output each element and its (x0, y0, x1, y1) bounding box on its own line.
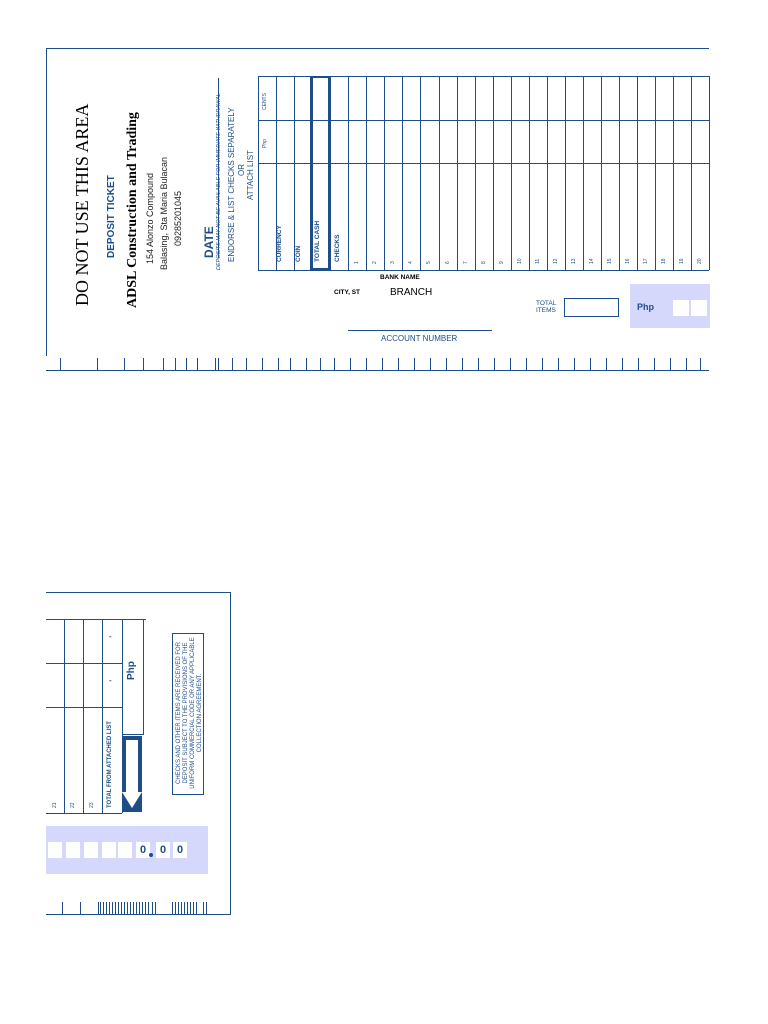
stub-grid-line (46, 813, 122, 814)
check-number: 15 (607, 258, 613, 264)
dash-value: - (109, 632, 112, 641)
micr-tick (136, 902, 137, 914)
micr-tick (172, 902, 173, 914)
micr-tick (606, 358, 607, 370)
check-number: 5 (426, 261, 432, 264)
micr-tick (193, 902, 194, 914)
micr-tick (478, 358, 479, 370)
micr-tick (574, 358, 575, 370)
micr-tick (103, 902, 104, 914)
check-number: 14 (589, 258, 595, 264)
micr-tick (97, 358, 98, 370)
check-number: 21 (52, 802, 58, 808)
micr-tick (163, 358, 164, 370)
grid-line (601, 76, 602, 270)
endorse-instruction: ENDORSE & LIST CHECKS SEPARATELY (227, 107, 236, 262)
micr-tick (152, 902, 153, 914)
availability-notice: DEPOSITS MAY NOT BE AVAILABLE FOR IMMEDIATE WITHDRAWAL (216, 93, 222, 270)
check-number: 12 (553, 258, 559, 264)
checks-label: CHECKS (334, 234, 341, 262)
check-number: 2 (372, 261, 378, 264)
amount-digit-box[interactable] (66, 842, 80, 858)
micr-tick (278, 358, 279, 370)
micr-tick (187, 902, 188, 914)
micr-tick (100, 902, 101, 914)
grid-line (457, 76, 458, 270)
date-label: DATE (202, 226, 216, 258)
micr-tick (175, 902, 176, 914)
check-number: 9 (499, 261, 505, 264)
micr-tick (246, 358, 247, 370)
micr-tick (175, 358, 176, 370)
grid-line (547, 76, 548, 270)
micr-tick (670, 358, 671, 370)
check-number: 20 (697, 258, 703, 264)
check-number: 16 (625, 258, 631, 264)
micr-tick (115, 902, 116, 914)
check-number: 3 (390, 261, 396, 264)
micr-tick (196, 902, 197, 914)
grid-line (258, 270, 709, 271)
micr-tick (446, 358, 447, 370)
check-number: 1 (354, 261, 360, 264)
micr-tick (109, 902, 110, 914)
endorse-or: OR (237, 164, 246, 176)
check-number: 19 (679, 258, 685, 264)
micr-tick (320, 358, 321, 370)
company-name: ADSL Construction and Trading (125, 112, 140, 308)
grid-line (439, 76, 440, 270)
arrow-left-icon (120, 734, 144, 814)
branch-label: BRANCH (390, 287, 433, 298)
amount-digit-box[interactable] (118, 842, 132, 858)
micr-tick (542, 358, 543, 370)
micr-tick (203, 902, 204, 914)
micr-tick (197, 358, 198, 370)
amount-digit-box[interactable] (102, 842, 116, 858)
micr-tick (215, 358, 216, 370)
micr-tick (262, 358, 263, 370)
check-number: 11 (535, 258, 541, 264)
ticket-bottom-border (46, 370, 709, 371)
micr-tick (112, 902, 113, 914)
micr-tick (130, 902, 131, 914)
grid-line (637, 76, 638, 270)
grid-line (511, 76, 512, 270)
grid-line (709, 76, 710, 270)
total-items-label: TOTAL ITEMS (536, 300, 557, 314)
micr-tick (139, 902, 140, 914)
attach-list: ATTACH LIST (246, 150, 255, 200)
micr-tick (306, 358, 307, 370)
micr-tick (60, 358, 61, 370)
micr-tick (510, 358, 511, 370)
address-line-2: Balasing, Sta Maria Bulacan (159, 156, 169, 270)
grid-line (619, 76, 620, 270)
check-number: 13 (571, 258, 577, 264)
micr-tick (133, 902, 134, 914)
phone-number: 09285201045 (173, 190, 183, 246)
stub-top-border (46, 592, 231, 593)
micr-tick (178, 902, 179, 914)
check-number: 6 (445, 261, 451, 264)
stub-right-border (230, 592, 231, 915)
grid-line (475, 76, 476, 270)
amount-digit[interactable]: 0 (156, 842, 170, 858)
check-number: 7 (463, 261, 469, 264)
ticket-left-border (46, 48, 47, 356)
grid-line (583, 76, 584, 270)
micr-tick (232, 358, 233, 370)
stub-grid-line (64, 619, 65, 813)
micr-tick (62, 902, 63, 914)
stub-grid-line (102, 619, 103, 813)
check-number: 22 (70, 802, 76, 808)
check-number: 23 (89, 802, 95, 808)
grid-line (294, 76, 295, 270)
check-number: 18 (661, 258, 667, 264)
micr-tick (186, 358, 187, 370)
micr-tick (366, 358, 367, 370)
micr-tick (526, 358, 527, 370)
micr-tick (127, 902, 128, 914)
stub-php-label: Php (126, 661, 137, 680)
currency-label: CURRENCY (276, 225, 283, 262)
micr-tick (494, 358, 495, 370)
micr-tick (148, 902, 149, 914)
micr-tick (398, 358, 399, 370)
bank-name-label: BANK NAME (380, 274, 420, 281)
php-header: Php (262, 139, 268, 148)
total-cash-label: TOTAL CASH (314, 220, 321, 262)
grid-line (691, 76, 692, 270)
micr-tick (106, 902, 107, 914)
legal-notice: CHECKS AND OTHER ITEMS ARE RECEIVED FOR DEPOSIT SUBJECT TO THE PROVISIONS OF THE UNIFORM COMMERCIAL CODE OR ANY APPLICABLE COLLECTION AGREEMENT. (176, 637, 203, 789)
micr-tick (206, 902, 207, 914)
micr-tick (181, 902, 182, 914)
micr-tick (622, 358, 623, 370)
grid-line (655, 76, 656, 270)
account-number-label: ACCOUNT NUMBER (381, 334, 458, 343)
stub-bottom-border (46, 914, 231, 915)
grid-line (258, 76, 259, 270)
stub-grid-line (83, 619, 84, 813)
micr-tick (145, 902, 146, 914)
micr-tick (638, 358, 639, 370)
deposit-ticket-title: DEPOSIT TICKET (106, 175, 117, 258)
micr-tick (155, 902, 156, 914)
micr-tick (143, 358, 144, 370)
micr-tick (218, 358, 219, 370)
micr-tick (118, 902, 119, 914)
stub-grid-line (46, 707, 122, 708)
amount-digit-box[interactable] (673, 300, 689, 316)
total-items-box[interactable] (564, 298, 619, 317)
grid-line (384, 76, 385, 270)
amount-digit-box[interactable] (691, 300, 707, 316)
php-amount-label: Php (637, 302, 654, 312)
grid-line (493, 76, 494, 270)
micr-tick (686, 358, 687, 370)
micr-tick (558, 358, 559, 370)
grid-line (673, 76, 674, 270)
grid-line (330, 76, 331, 270)
micr-tick (700, 358, 701, 370)
micr-tick (350, 358, 351, 370)
micr-tick (98, 902, 99, 914)
dash-value: - (109, 676, 112, 685)
micr-tick (590, 358, 591, 370)
amount-digit[interactable]: 0 (136, 842, 150, 858)
check-number: 4 (408, 261, 414, 264)
amount-digit[interactable]: 0 (173, 842, 187, 858)
check-number: 17 (643, 258, 649, 264)
coin-label: COIN (295, 245, 302, 262)
micr-tick (462, 358, 463, 370)
account-number-line (348, 330, 492, 331)
address-line-1: 154 Alonzo Compound (145, 172, 155, 264)
amount-digit-box[interactable] (48, 842, 62, 858)
grid-line (420, 76, 421, 270)
check-number: 8 (481, 261, 487, 264)
micr-tick (654, 358, 655, 370)
grid-line (348, 76, 349, 270)
stub-grid-line (46, 663, 122, 664)
micr-tick (184, 902, 185, 914)
micr-tick (142, 902, 143, 914)
grid-line (565, 76, 566, 270)
city-state-label: CITY, ST (334, 289, 361, 296)
grid-line (402, 76, 403, 270)
amount-digit-box[interactable] (84, 842, 98, 858)
micr-tick (414, 358, 415, 370)
micr-tick (290, 358, 291, 370)
micr-tick (430, 358, 431, 370)
micr-tick (124, 358, 125, 370)
cents-header: CENTS (262, 93, 268, 110)
do-not-use-area-text: DO NOT USE THIS AREA (72, 103, 92, 306)
ticket-top-border (46, 48, 709, 49)
micr-tick (121, 902, 122, 914)
micr-tick (124, 902, 125, 914)
grid-line (529, 76, 530, 270)
micr-tick (80, 902, 81, 914)
micr-tick (334, 358, 335, 370)
decimal-point (149, 853, 153, 857)
grid-line (366, 76, 367, 270)
micr-tick (190, 902, 191, 914)
total-attached-label: TOTAL FROM ATTACHED LIST (107, 721, 113, 808)
micr-tick (382, 358, 383, 370)
check-number: 10 (517, 258, 523, 264)
